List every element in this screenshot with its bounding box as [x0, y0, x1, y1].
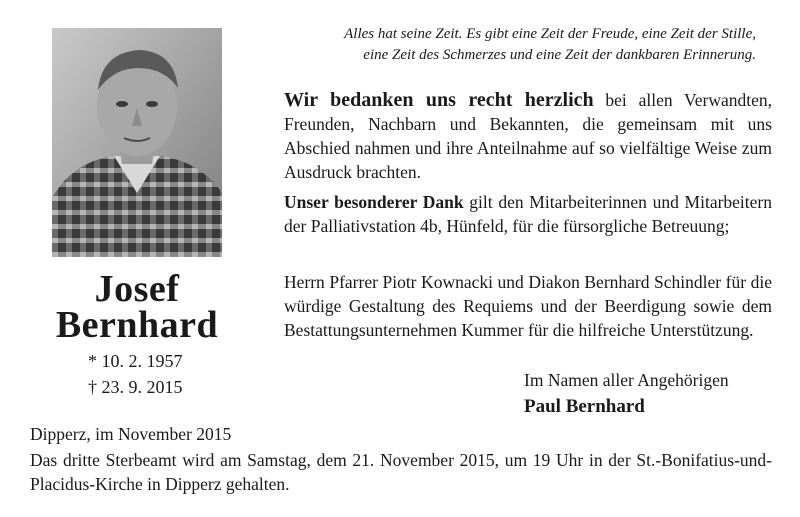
mass-notice: Das dritte Sterbeamt wird am Samstag, dem 21. November 2015, um 19 Uhr in der St.-Bonifatius-und-Placidus-Kirche in Dipperz gehalten.: [30, 450, 772, 494]
memorial-quote: [280, 24, 756, 66]
signature-name: Paul Bernhard: [524, 396, 645, 417]
portrait-photo: [52, 28, 222, 257]
deceased-first-name: Josef: [94, 268, 180, 310]
thanks-text-3: Herrn Pfarrer Piotr Kownacki und Diakon Bernhard Schindler für die würdige Gestaltung des Requiems und der Beerdigung sowie dem Bestattungsunternehmen Kummer für die hilfreiche Unterstützung.: [284, 272, 772, 340]
birth-symbol: *: [88, 351, 97, 371]
place-date: Dipperz, im November 2015: [30, 424, 232, 444]
special-thanks-lead: Unser besonderer Dank: [284, 192, 464, 212]
thanks-paragraph-1: [284, 88, 772, 184]
death-row: [88, 376, 183, 398]
deceased-last-name: Bernhard: [55, 304, 219, 346]
birth-date: 10. 2. 1957: [101, 351, 183, 371]
quote-line-1: Alles hat seine Zeit. Es gibt eine Zeit der Freude, eine Zeit der Stille,: [344, 26, 756, 42]
birth-row: [88, 350, 183, 372]
thanks-lead: Wir bedanken uns recht herzlich: [284, 89, 594, 111]
signature-line: Im Namen aller Angehörigen: [524, 370, 729, 390]
thanks-paragraph-3: [284, 270, 772, 342]
thanks-paragraph-2: [284, 190, 772, 238]
thanks-text-2: gilt den Mitarbeiterinnen und Mitarbeitern der Palliativstation 4b, Hünfeld, für die fürsorgliche Betreuung;: [284, 192, 772, 236]
quote-line-2: eine Zeit des Schmerzes und eine Zeit der dankbaren Erinnerung.: [363, 47, 756, 63]
thanks-text-1: bei allen Verwandten, Freunden, Nachbarn und Bekannten, die gemeinsam mit uns Abschied nahmen und ihre Anteilnahme auf so vielfältige Weise zum Ausdruck brachten.: [284, 90, 772, 182]
death-date: 23. 9. 2015: [101, 377, 183, 397]
death-symbol: †: [88, 377, 97, 397]
